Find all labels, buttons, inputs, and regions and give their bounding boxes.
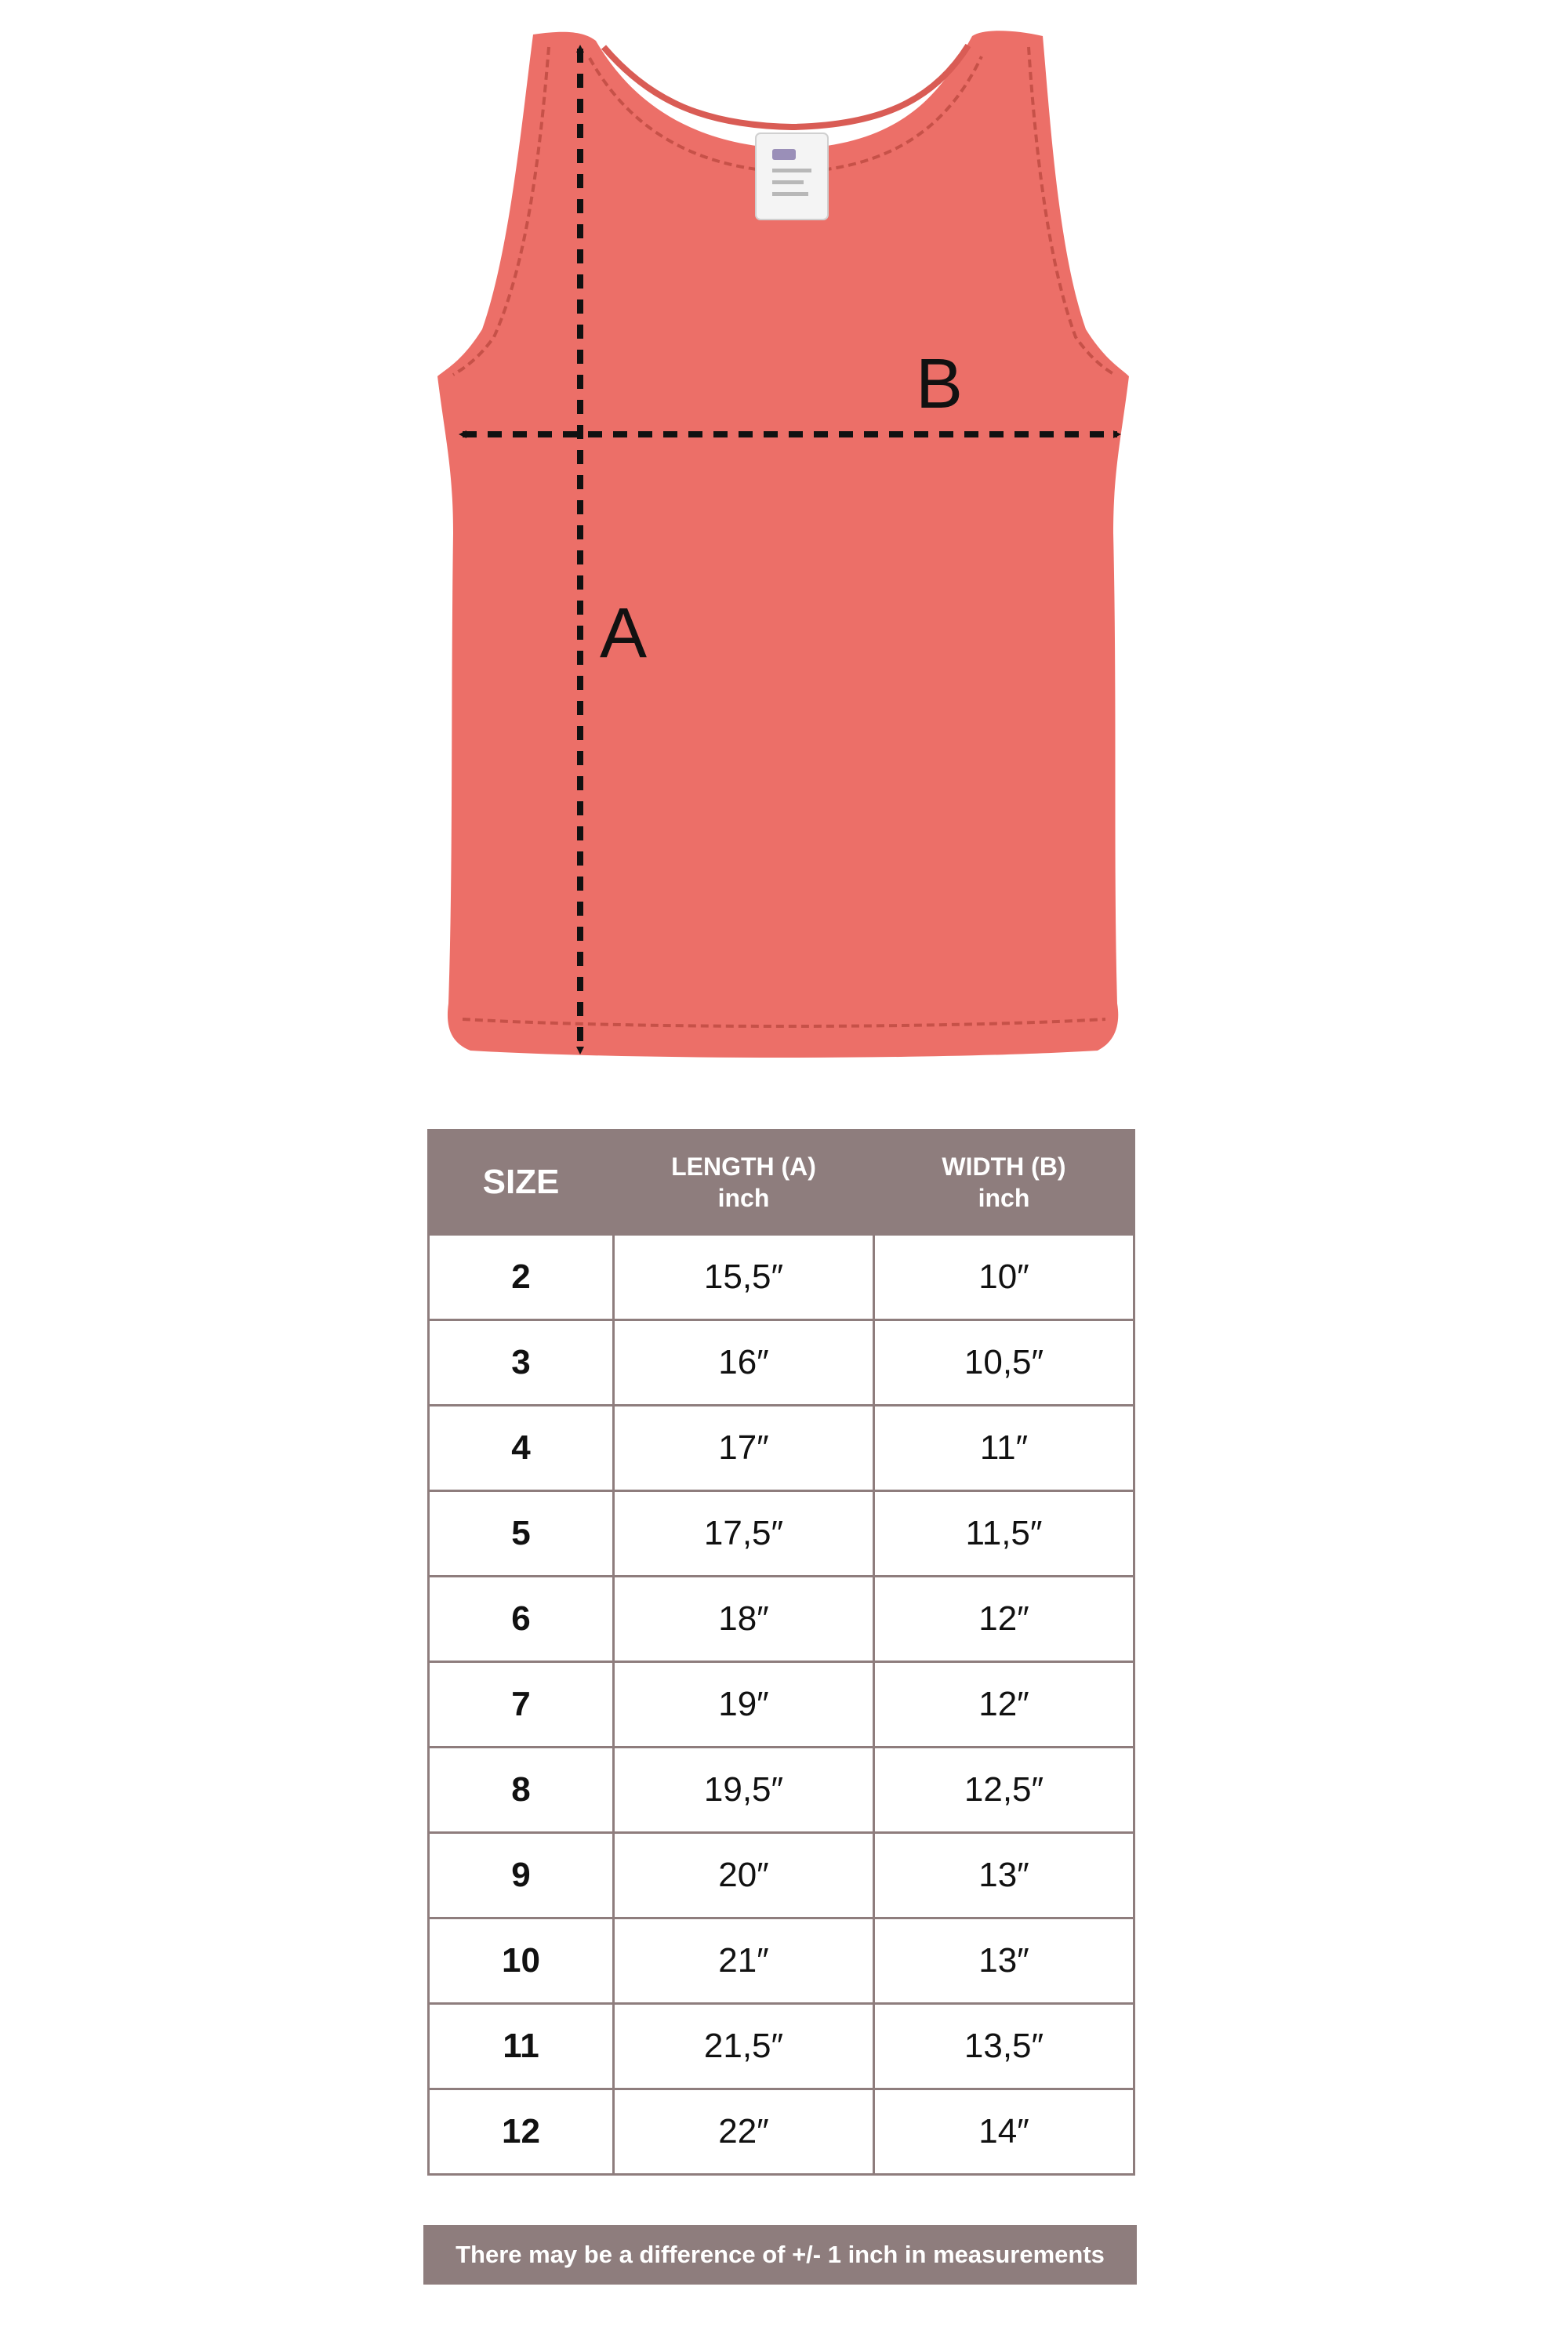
length-cell: 18″ — [614, 1577, 874, 1662]
width-header-label: WIDTH (B) — [942, 1152, 1066, 1181]
size-cell: 2 — [429, 1235, 614, 1320]
width-column-header — [874, 1131, 1134, 1235]
tank-top-shape — [437, 31, 1129, 1058]
care-label — [756, 133, 828, 220]
length-cell: 21,5″ — [614, 2004, 874, 2089]
table-row — [429, 1748, 1134, 1833]
size-column-header: SIZE — [429, 1131, 614, 1235]
size-cell: 4 — [429, 1406, 614, 1491]
table-row — [429, 1577, 1134, 1662]
width-cell: 13″ — [874, 1918, 1134, 2004]
size-cell: 8 — [429, 1748, 614, 1833]
width-cell: 11″ — [874, 1406, 1134, 1491]
table-row — [429, 2089, 1134, 2175]
size-chart-table — [427, 1129, 1135, 2176]
length-cell: 19,5″ — [614, 1748, 874, 1833]
width-cell: 10″ — [874, 1235, 1134, 1320]
length-label: A — [600, 594, 648, 673]
width-label: B — [916, 345, 964, 423]
care-label-line — [772, 180, 804, 184]
size-cell: 9 — [429, 1833, 614, 1918]
length-cell: 21″ — [614, 1918, 874, 2004]
table-row — [429, 1918, 1134, 2004]
length-cell: 16″ — [614, 1320, 874, 1406]
size-cell: 5 — [429, 1491, 614, 1577]
size-cell: 6 — [429, 1577, 614, 1662]
size-cell: 12 — [429, 2089, 614, 2175]
table-row — [429, 1833, 1134, 1918]
width-cell: 13,5″ — [874, 2004, 1134, 2089]
length-cell: 17″ — [614, 1406, 874, 1491]
table-row — [429, 2004, 1134, 2089]
width-header-unit: inch — [978, 1184, 1030, 1212]
table-header-row — [429, 1131, 1134, 1235]
care-label-line — [772, 192, 808, 196]
table-row — [429, 1320, 1134, 1406]
measurement-disclaimer: There may be a difference of +/- 1 inch in measurements — [423, 2225, 1137, 2285]
tank-top-diagram — [0, 0, 1568, 1098]
width-cell: 12″ — [874, 1577, 1134, 1662]
length-cell: 15,5″ — [614, 1235, 874, 1320]
size-cell: 10 — [429, 1918, 614, 2004]
length-cell: 19″ — [614, 1662, 874, 1748]
length-cell: 20″ — [614, 1833, 874, 1918]
table-row — [429, 1406, 1134, 1491]
width-cell: 10,5″ — [874, 1320, 1134, 1406]
table-row — [429, 1235, 1134, 1320]
length-header-label: LENGTH (A) — [671, 1152, 816, 1181]
size-cell: 7 — [429, 1662, 614, 1748]
length-cell: 17,5″ — [614, 1491, 874, 1577]
care-label-line — [772, 169, 811, 172]
table-row — [429, 1491, 1134, 1577]
width-cell: 14″ — [874, 2089, 1134, 2175]
length-column-header — [614, 1131, 874, 1235]
length-cell: 22″ — [614, 2089, 874, 2175]
table-row — [429, 1662, 1134, 1748]
size-cell: 3 — [429, 1320, 614, 1406]
width-cell: 13″ — [874, 1833, 1134, 1918]
size-cell: 11 — [429, 2004, 614, 2089]
length-header-unit: inch — [717, 1184, 770, 1212]
care-label-mark — [772, 149, 796, 160]
width-cell: 12″ — [874, 1662, 1134, 1748]
width-cell: 11,5″ — [874, 1491, 1134, 1577]
width-cell: 12,5″ — [874, 1748, 1134, 1833]
